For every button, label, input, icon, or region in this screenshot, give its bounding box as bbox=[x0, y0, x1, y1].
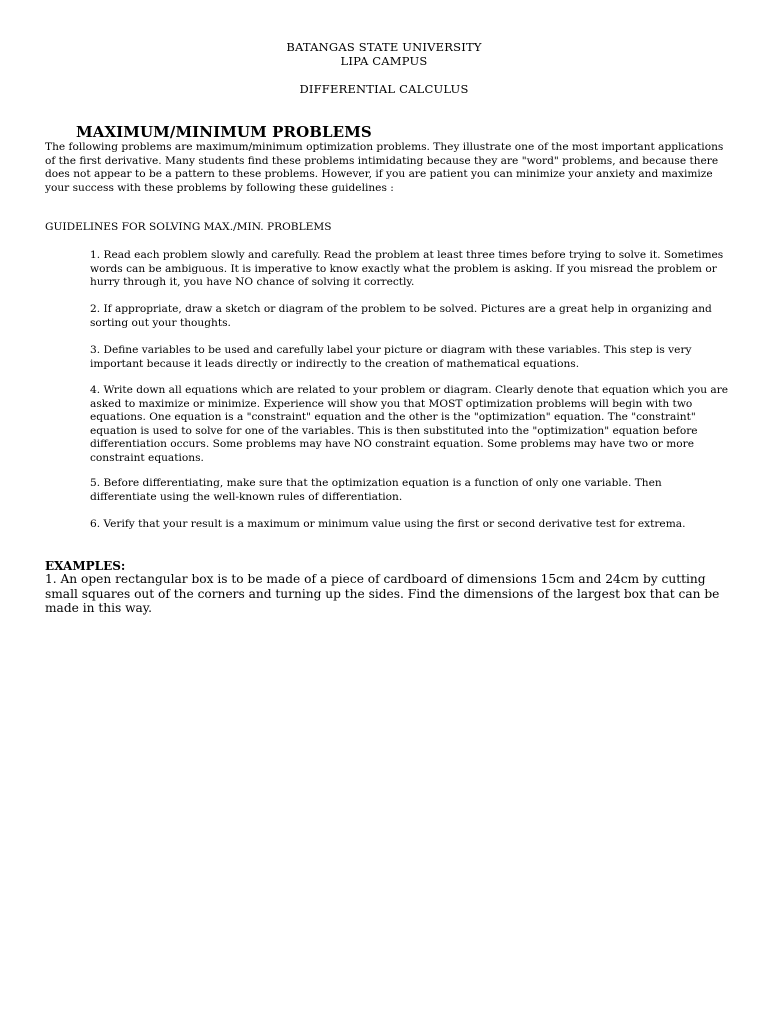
campus-name: LIPA CAMPUS bbox=[340, 54, 428, 68]
page-title: MAXIMUM/MINIMUM PROBLEMS bbox=[76, 123, 372, 141]
intro-paragraph: The following problems are maximum/minimum optimization problems. They illustrate one of the most important applications of the first derivative. Many students find these problems intimidating because they are "word" problems, and because there does not appear to be a pattern to these problems. However, if you are patient you can minimize your anxiety and maximize your success with these problems by following these guidelines : bbox=[45, 141, 724, 194]
guideline-step-5: 5. Before differentiating, make sure that the optimization equation is a function of only one variable. Then differentiate using the well-known rules of differentiation. bbox=[90, 477, 662, 503]
guideline-step-3: 3. Define variables to be used and carefully label your picture or diagram with these variables. This step is very important because it leads directly or indirectly to the creation of mathematical equations. bbox=[90, 344, 692, 370]
course-name: DIFFERENTIAL CALCULUS bbox=[299, 82, 469, 96]
example-item-1: 1. An open rectangular box is to be made of a piece of cardboard of dimensions 15cm and 24cm by cutting small squares out of the corners and turning up the sides. Find the dimensions of the largest box that can be made in this way. bbox=[45, 572, 720, 615]
guideline-step-2: 2. If appropriate, draw a sketch or diagram of the problem to be solved. Pictures are a great help in organizing and sorting out your thoughts. bbox=[90, 303, 712, 329]
examples-heading: EXAMPLES: bbox=[45, 559, 126, 573]
guideline-step-4: 4. Write down all equations which are related to your problem or diagram. Clearly denote that equation which you are asked to maximize or minimize. Experience will show you that MOST optimization problems will begin with two equations. One equation is a "constraint" equation and the other is the "optimization" equation. The "constraint" equation is used to solve for one of the variables. This is then substituted into the "optimization" equation before differentiation occurs. Some problems may have NO constraint equation. Some problems may have two or more constraint equations. bbox=[90, 384, 729, 464]
guidelines-heading: GUIDELINES FOR SOLVING MAX./MIN. PROBLEMS bbox=[45, 221, 332, 233]
guideline-step-6: 6. Verify that your result is a maximum or minimum value using the first or second derivative test for extrema. bbox=[90, 518, 686, 530]
university-name: BATANGAS STATE UNIVERSITY bbox=[286, 40, 482, 54]
guideline-step-1: 1. Read each problem slowly and carefully. Read the problem at least three times before trying to solve it. Sometimes words can be ambiguous. It is imperative to know exactly what the problem is asking. If you misread the problem or hurry through it, you have NO chance of solving it correctly. bbox=[90, 249, 724, 288]
